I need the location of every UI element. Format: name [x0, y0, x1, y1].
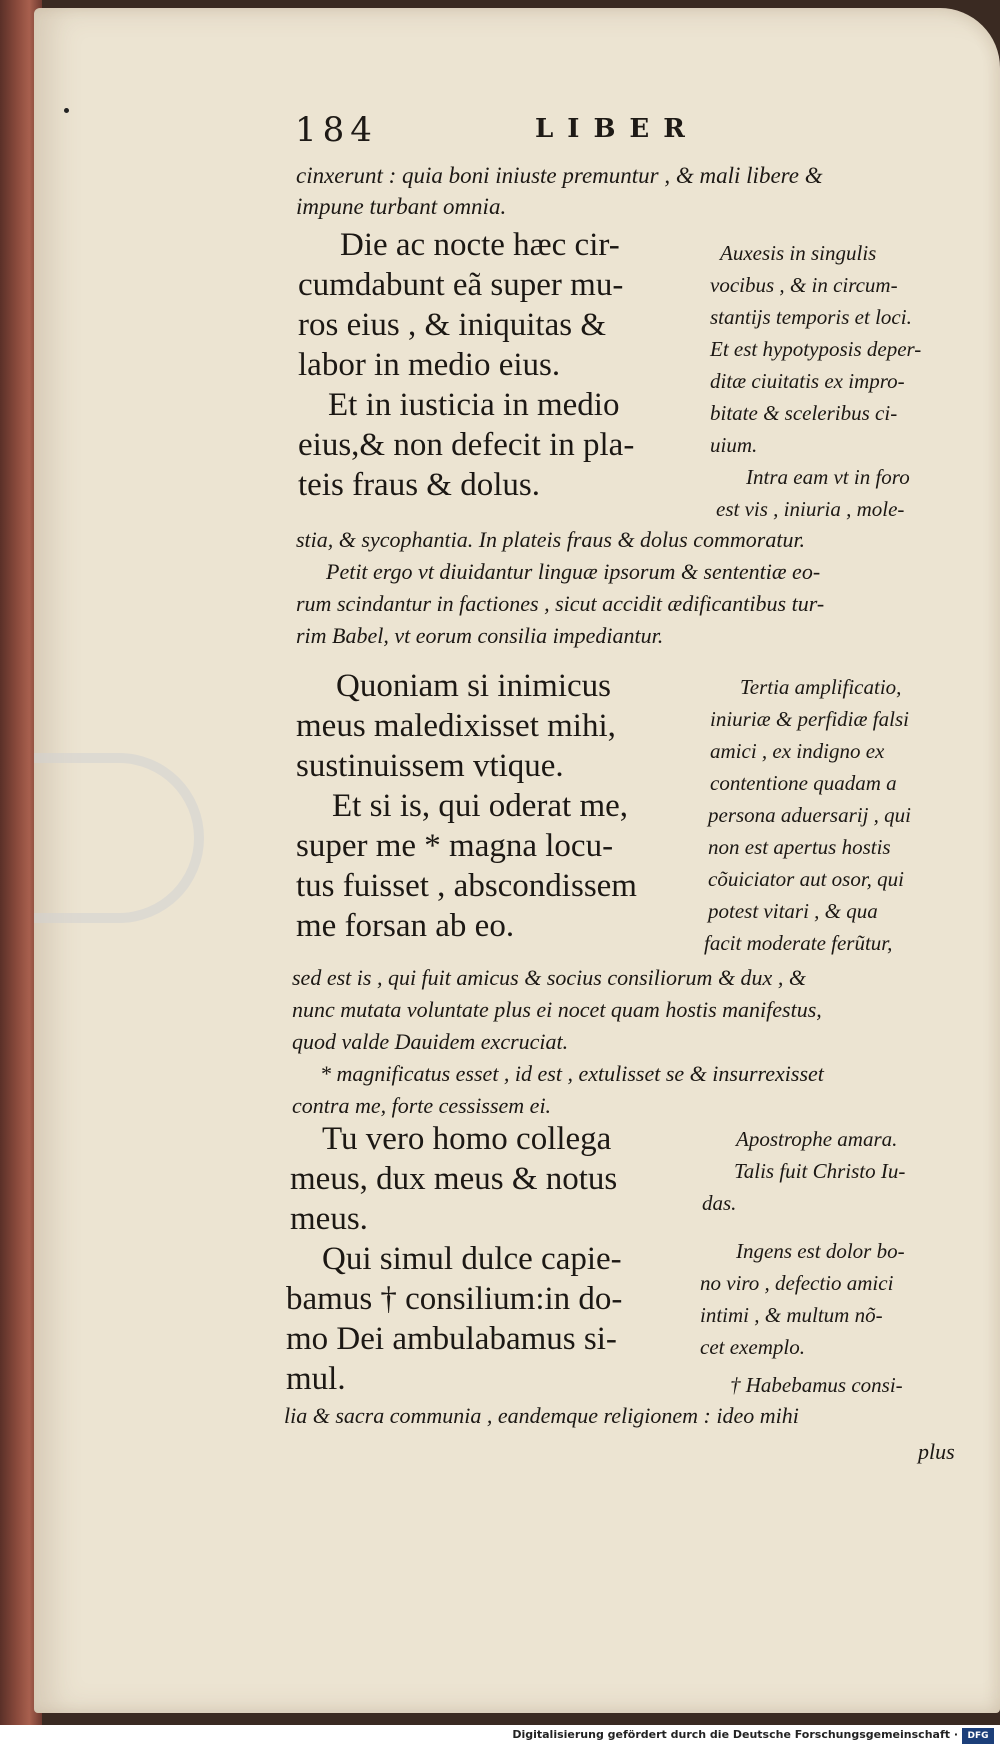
dfg-logo-icon: DFG: [962, 1728, 994, 1744]
verse-line: me forsan ab eo.: [296, 908, 515, 944]
margin-note: Apostrophe amara.: [736, 1127, 898, 1151]
verse-line: tus fuisset , abscondissem: [296, 868, 637, 904]
commentary-line: sed est is , qui fuit amicus & socius consiliorum & dux , &: [292, 965, 806, 990]
margin-note: bitate & sceleribus ci-: [710, 401, 898, 425]
commentary-line: stia, & sycophantia. In plateis fraus & dolus commoratur.: [296, 527, 806, 552]
commentary-line: quod valde Dauidem excruciat.: [292, 1029, 569, 1054]
verse-line: Qui simul dulce capie-: [322, 1241, 622, 1277]
verse-line: Tu vero homo collega: [322, 1121, 612, 1157]
verse-line: Et si is, qui oderat me,: [332, 788, 629, 824]
funding-credit: Digitalisierung gefördert durch die Deutsche Forschungsgemeinschaft ·: [512, 1728, 958, 1741]
commentary-line: nunc mutata voluntate plus ei nocet quam hostis manifestus,: [292, 997, 822, 1022]
catchword: plus: [918, 1439, 955, 1464]
verse-line: mo Dei ambulabamus si-: [286, 1321, 617, 1357]
commentary-line: lia & sacra communia , eandemque religionem : ideo mihi: [284, 1403, 799, 1428]
margin-note: no viro , defectio amici: [700, 1271, 894, 1295]
margin-note: iniuriæ & perfidiæ falsi: [710, 707, 909, 731]
verse-line: cumdabunt eã super mu-: [298, 267, 624, 303]
margin-note: † Habebamus consi-: [730, 1373, 903, 1397]
margin-note: cet exemplo.: [700, 1335, 805, 1359]
verse-line: Quoniam si inimicus: [336, 668, 611, 704]
verse-line: ros eius , & iniquitas &: [298, 307, 606, 343]
margin-note: Ingens est dolor bo-: [736, 1239, 905, 1263]
verse-line: Et in iusticia in medio: [328, 387, 620, 423]
margin-note: facit moderate ferũtur,: [704, 931, 893, 955]
running-head: LIBER: [535, 114, 699, 144]
commentary-line: Petit ergo vt diuidantur linguæ ipsorum & sententiæ eo-: [326, 559, 821, 584]
verse-line: teis fraus & dolus.: [298, 467, 540, 503]
page-number: 184: [295, 110, 378, 150]
margin-note: intimi , & multum nõ-: [700, 1303, 883, 1327]
verse-line: bamus † consilium:in do-: [286, 1281, 623, 1317]
page-clip: [34, 753, 204, 923]
margin-note: Et est hypotyposis deper-: [710, 337, 922, 361]
commentary-line: * magnificatus esset , id est , extulisset se & insurrexisset: [320, 1061, 824, 1086]
margin-note: ditæ ciuitatis ex impro-: [710, 369, 905, 393]
verse-line: meus maledixisset mihi,: [296, 708, 616, 744]
commentary-line: rim Babel, vt eorum consilia impediantur.: [296, 623, 664, 648]
margin-note: amici , ex indigno ex: [710, 739, 885, 763]
verse-line: labor in medio eius.: [298, 347, 561, 383]
ink-dot: [64, 108, 69, 113]
margin-note: stantijs temporis et loci.: [710, 305, 912, 329]
margin-note: Tertia amplificatio,: [740, 675, 902, 699]
italic-line: impune turbant omnia.: [296, 194, 507, 219]
margin-note: vocibus , & in circum-: [710, 273, 898, 297]
verse-line: Die ac nocte hæc cir-: [340, 227, 620, 263]
commentary-line: contra me, forte cessissem ei.: [292, 1093, 552, 1118]
verse-line: mul.: [286, 1361, 346, 1397]
margin-note: Auxesis in singulis: [720, 241, 877, 265]
margin-note: potest vitari , & qua: [708, 899, 878, 923]
margin-note: cõuiciator aut osor, qui: [708, 867, 905, 891]
margin-note: non est apertus hostis: [708, 835, 891, 859]
italic-line: cinxerunt : quia boni iniuste premuntur , & mali libere &: [296, 163, 823, 188]
margin-note: Talis fuit Christo Iu-: [734, 1159, 906, 1183]
verse-line: meus, dux meus & notus: [290, 1161, 618, 1197]
margin-note: das.: [702, 1191, 737, 1215]
verse-line: super me * magna locu-: [296, 828, 614, 864]
verse-line: sustinuissem vtique.: [296, 748, 564, 784]
margin-note: est vis , iniuria , mole-: [716, 497, 905, 521]
verse-line: meus.: [290, 1201, 368, 1237]
commentary-line: rum scindantur in factiones , sicut accidit ædificantibus tur-: [296, 591, 825, 616]
verse-line: eius,& non defecit in pla-: [298, 427, 635, 463]
footer-bar: [0, 1725, 1000, 1748]
margin-note: persona aduersarij , qui: [708, 803, 912, 827]
page-header: [295, 110, 855, 154]
margin-note: Intra eam vt in foro: [746, 465, 910, 489]
margin-note: uium.: [710, 433, 758, 457]
margin-note: contentione quadam a: [710, 771, 897, 795]
